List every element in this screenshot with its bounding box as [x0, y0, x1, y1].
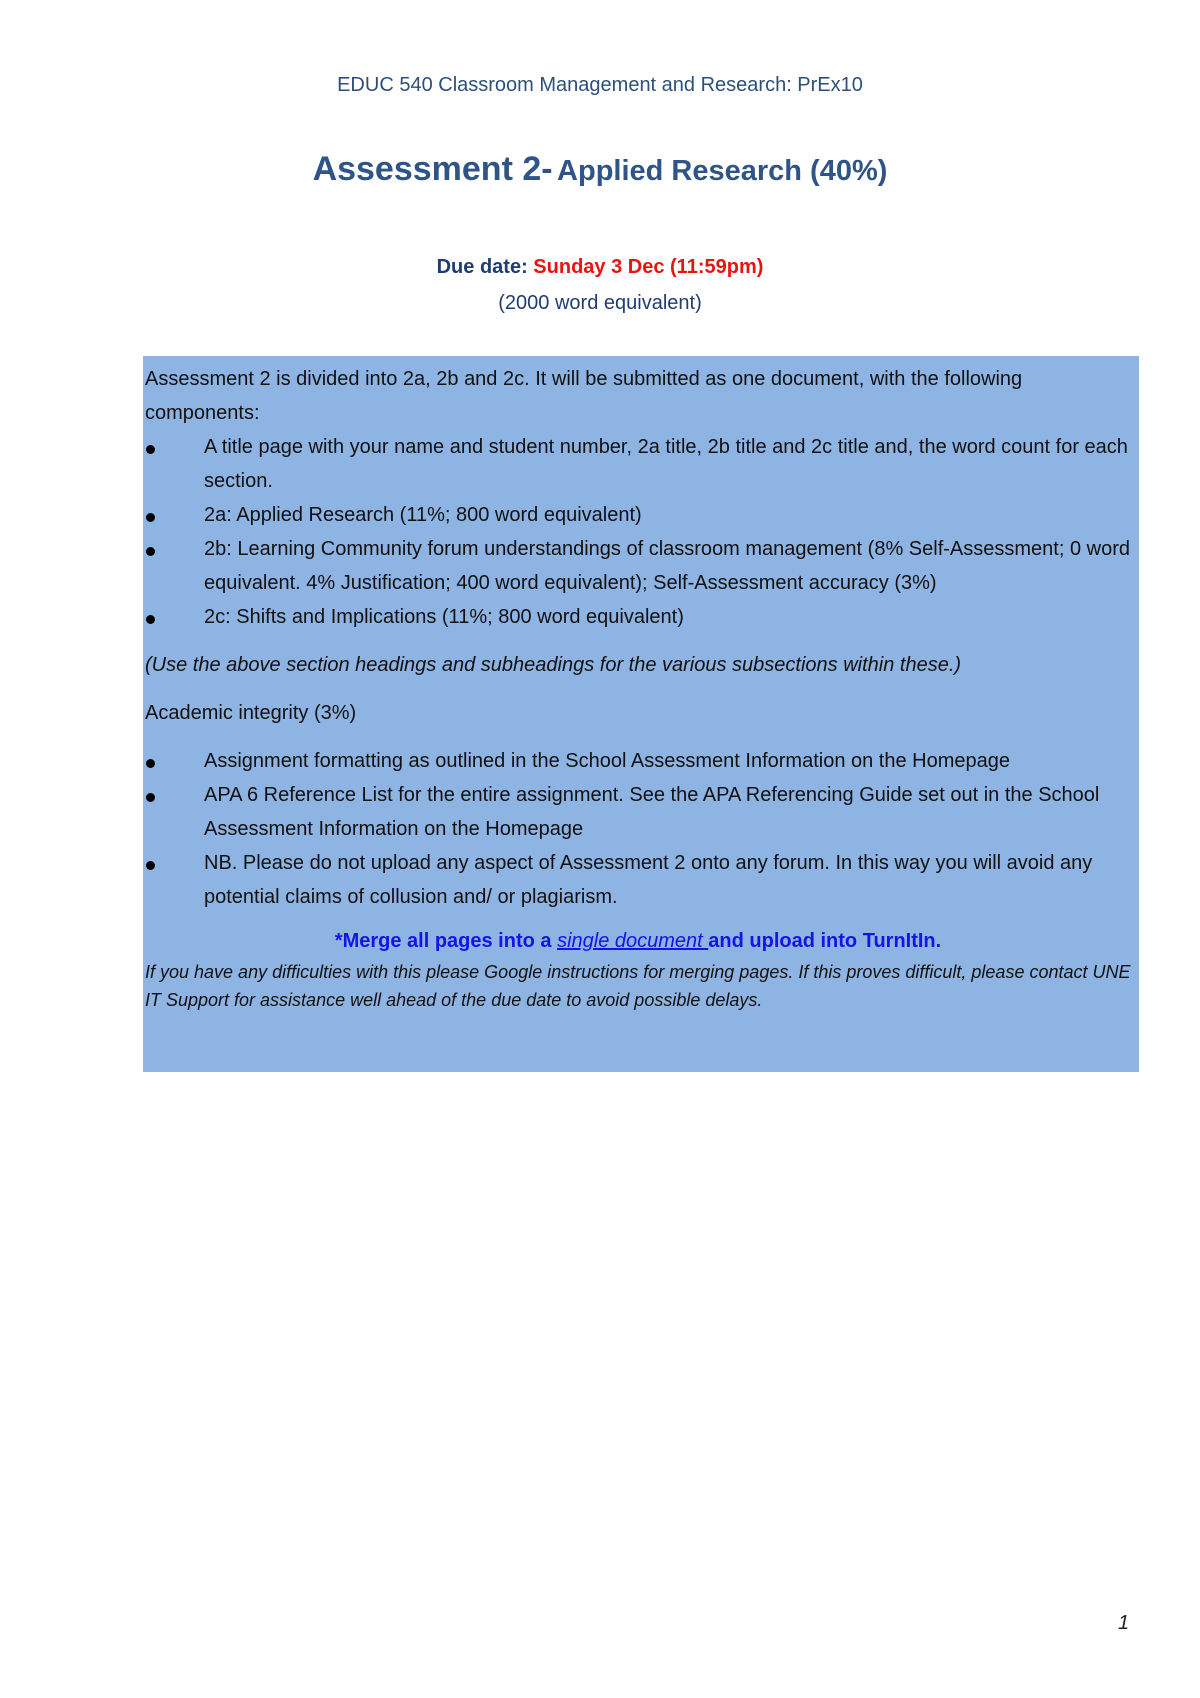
- merge-suffix: and upload into TurnItIn.: [708, 930, 942, 952]
- title-sub: Applied Research (40%): [557, 155, 888, 187]
- list-item: [145, 532, 1131, 600]
- merge-prefix: *Merge all pages into a: [334, 930, 558, 952]
- components-list: [145, 430, 1131, 634]
- running-header: EDUC 540 Classroom Management and Research: PrEx10: [337, 74, 863, 96]
- integrity-list: [145, 744, 1131, 914]
- due-date-label: Due date:: [436, 256, 528, 278]
- bullet-icon: [146, 547, 155, 556]
- list-item: [145, 778, 1131, 846]
- headings-note: (Use the above section headings and subheadings for the various subsections within these.): [145, 654, 962, 676]
- bullet-icon: [146, 445, 155, 454]
- list-item: [145, 846, 1131, 914]
- integrity-text: Assignment formatting as outlined in the School Assessment Information on the Homepage: [204, 750, 1011, 772]
- list-item: [145, 744, 1131, 778]
- intro-text: Assessment 2 is divided into 2a, 2b and 2c. It will be submitted as one document, with the following components:: [145, 368, 1023, 424]
- list-item: [145, 430, 1131, 498]
- bullet-icon: [146, 513, 155, 522]
- bullet-icon: [146, 759, 155, 768]
- due-date-value: Sunday 3 Dec (11:59pm): [533, 256, 764, 278]
- component-text: A title page with your name and student number, 2a title, 2b title and 2c title and, the word count for each section.: [204, 436, 1128, 492]
- integrity-text: APA 6 Reference List for the entire assignment. See the APA Referencing Guide set out in the School Assessment Information on the Homepage: [204, 784, 1100, 840]
- bullet-icon: [146, 615, 155, 624]
- component-text: 2a: Applied Research (11%; 800 word equivalent): [204, 504, 642, 526]
- due-date-line: [0, 256, 1200, 279]
- bullet-icon: [146, 861, 155, 870]
- integrity-text: NB. Please do not upload any aspect of Assessment 2 onto any forum. In this way you will avoid any potential claims of collusion and/ or plagiarism.: [204, 852, 1093, 908]
- page-number: 1: [1118, 1612, 1130, 1634]
- page-title: [0, 150, 1200, 189]
- component-text: 2b: Learning Community forum understandings of classroom management (8% Self-Assessment; 0 word equivalent. 4% Justification; 400 word equivalent); Self-Assessment accuracy (3%): [204, 538, 1130, 594]
- merge-instruction: [145, 924, 1131, 958]
- word-equivalent: (2000 word equivalent): [498, 292, 702, 314]
- title-main: Assessment 2-: [312, 150, 553, 188]
- integrity-label: Academic integrity (3%): [145, 702, 357, 724]
- support-note: If you have any difficulties with this please Google instructions for merging pages. If this proves difficult, please contact UNE IT Support for assistance well ahead of the due date to avoid possible delays.: [145, 962, 1131, 1010]
- list-item: [145, 600, 1131, 634]
- single-document-link[interactable]: single document: [557, 930, 709, 952]
- component-text: 2c: Shifts and Implications (11%; 800 word equivalent): [204, 606, 684, 628]
- list-item: [145, 498, 1131, 532]
- assessment-info-box: [143, 356, 1139, 1072]
- bullet-icon: [146, 793, 155, 802]
